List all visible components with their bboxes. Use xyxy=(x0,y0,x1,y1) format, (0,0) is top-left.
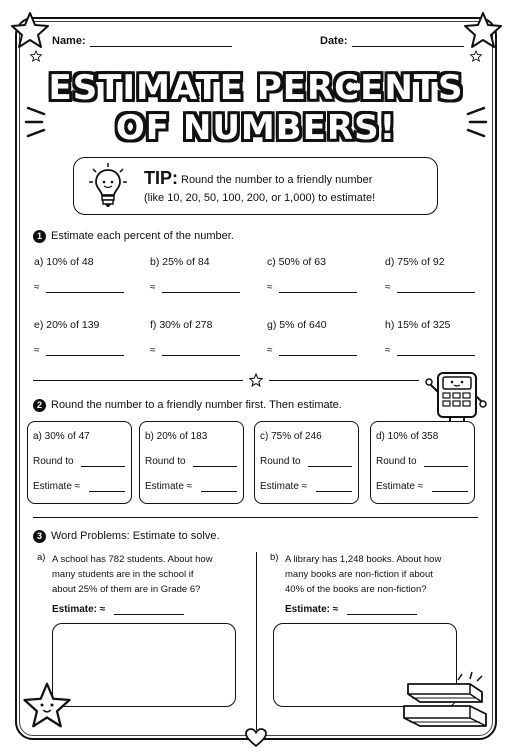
tip-text-line2: (like 10, 20, 50, 100, 200, or 1,000) to estimate! xyxy=(144,192,376,204)
section1-title: Estimate each percent of the number. xyxy=(51,230,234,242)
answer-field-1h[interactable] xyxy=(397,355,475,356)
word-problem-b-line: many books are non-fiction if about xyxy=(285,569,433,580)
section-number-badge: 1 xyxy=(33,230,46,243)
problem-1g: g) 5% of 640 xyxy=(267,319,327,331)
card-a-problem: a) 30% of 47 xyxy=(33,431,90,442)
section-number-badge: 2 xyxy=(33,399,46,412)
card-c-problem: c) 75% of 246 xyxy=(260,431,322,442)
section2-title: Round the number to a friendly number first. Then estimate. xyxy=(51,399,342,411)
word-problem-b-line: A library has 1,248 books. About how xyxy=(285,554,442,565)
answer-field-1e[interactable] xyxy=(46,355,124,356)
word-problem-b-estimate-label: Estimate: ≈ xyxy=(285,604,339,615)
burst-lines-icon xyxy=(22,100,62,140)
approx-symbol: ≈ xyxy=(34,282,40,293)
card-d-problem: d) 10% of 358 xyxy=(376,431,439,442)
section-divider xyxy=(33,380,243,381)
word-problem-a-line: about 25% of them are in Grade 6? xyxy=(52,584,201,595)
problem-1h: h) 15% of 325 xyxy=(385,319,451,331)
word-problem-b-estimate-field[interactable] xyxy=(347,614,417,615)
card-a-round-label: Round to xyxy=(33,456,74,467)
star-icon xyxy=(10,10,50,50)
problem-1d: d) 75% of 92 xyxy=(385,256,445,268)
heart-icon xyxy=(245,728,267,748)
section3-title: Word Problems: Estimate to solve. xyxy=(51,530,220,542)
problem-1e: e) 20% of 139 xyxy=(34,319,100,331)
card-d-round-label: Round to xyxy=(376,456,417,467)
problem-1a: a) 10% of 48 xyxy=(34,256,94,268)
tip-text-line1: Round the number to a friendly number xyxy=(181,174,373,186)
word-problem-b xyxy=(285,552,441,597)
star-icon xyxy=(463,10,503,50)
word-problem-a xyxy=(52,552,213,597)
word-problem-b-line: 40% of the books are non-fiction? xyxy=(285,584,427,595)
approx-symbol: ≈ xyxy=(150,345,156,356)
answer-field-1g[interactable] xyxy=(279,355,357,356)
burst-lines-icon xyxy=(450,100,490,140)
star-icon xyxy=(30,50,42,62)
section-divider xyxy=(269,380,419,381)
problem-1f: f) 30% of 278 xyxy=(150,319,213,331)
answer-field-1a[interactable] xyxy=(46,292,124,293)
card-b-round-field[interactable] xyxy=(193,466,237,467)
star-icon xyxy=(22,680,72,730)
card-b-estimate-field[interactable] xyxy=(201,491,237,492)
card-b-problem: b) 20% of 183 xyxy=(145,431,208,442)
approx-symbol: ≈ xyxy=(150,282,156,293)
lightbulb-icon xyxy=(88,162,128,210)
card-b-estimate-label: Estimate ≈ xyxy=(145,481,193,492)
card-b-round-label: Round to xyxy=(145,456,186,467)
word-problem-a-estimate-label: Estimate: ≈ xyxy=(52,604,106,615)
approx-symbol: ≈ xyxy=(385,345,391,356)
approx-symbol: ≈ xyxy=(34,345,40,356)
word-problem-a-line: many students are in the school if xyxy=(52,569,194,580)
star-icon xyxy=(249,373,263,387)
page-title-line1: ESTIMATE PERCENTS xyxy=(48,68,464,108)
problem-1b: b) 25% of 84 xyxy=(150,256,210,268)
answer-field-1d[interactable] xyxy=(397,292,475,293)
word-problem-b-letter: b) xyxy=(270,552,279,563)
card-a-estimate-field[interactable] xyxy=(89,491,125,492)
card-d-estimate-label: Estimate ≈ xyxy=(376,481,424,492)
card-d-estimate-field[interactable] xyxy=(432,491,468,492)
card-a-estimate-label: Estimate ≈ xyxy=(33,481,81,492)
date-field[interactable] xyxy=(352,46,464,47)
page-title-line2: OF NUMBERS! xyxy=(115,108,397,148)
card-c-estimate-field[interactable] xyxy=(316,491,352,492)
section-divider xyxy=(33,517,478,518)
word-problem-a-letter: a) xyxy=(37,552,46,563)
card-d-round-field[interactable] xyxy=(424,466,468,467)
problem-1c: c) 50% of 63 xyxy=(267,256,326,268)
card-c-estimate-label: Estimate ≈ xyxy=(260,481,308,492)
date-label: Date: xyxy=(320,35,348,47)
card-c-round-field[interactable] xyxy=(308,466,352,467)
star-icon xyxy=(470,50,482,62)
answer-field-1b[interactable] xyxy=(162,292,240,293)
column-divider xyxy=(256,552,257,730)
word-problem-a-estimate-field[interactable] xyxy=(114,614,184,615)
approx-symbol: ≈ xyxy=(385,282,391,293)
section-number-badge: 3 xyxy=(33,530,46,543)
calculator-icon xyxy=(424,370,488,422)
card-a-round-field[interactable] xyxy=(81,466,125,467)
card-c-round-label: Round to xyxy=(260,456,301,467)
word-problem-a-work-box[interactable] xyxy=(52,623,236,707)
word-problem-a-line: A school has 782 students. About how xyxy=(52,554,213,565)
answer-field-1c[interactable] xyxy=(279,292,357,293)
name-label: Name: xyxy=(52,35,86,47)
tip-heading: TIP: xyxy=(144,168,178,188)
approx-symbol: ≈ xyxy=(267,345,273,356)
books-icon xyxy=(400,668,492,732)
answer-field-1f[interactable] xyxy=(162,355,240,356)
name-field[interactable] xyxy=(90,46,232,47)
approx-symbol: ≈ xyxy=(267,282,273,293)
